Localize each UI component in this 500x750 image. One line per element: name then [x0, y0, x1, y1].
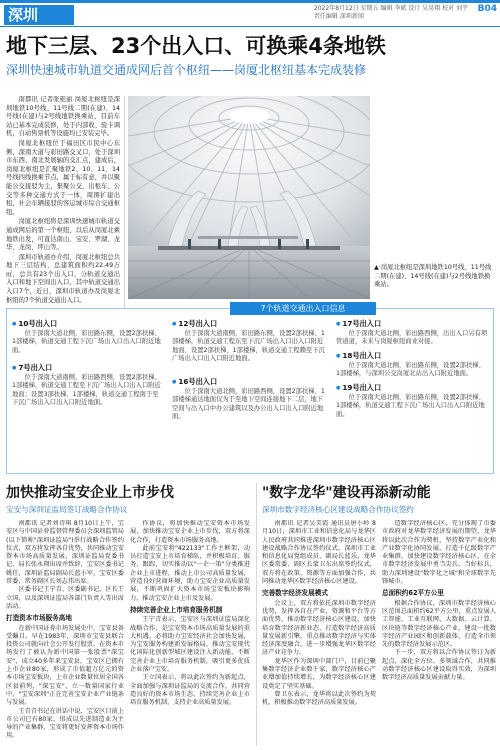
station-info-heading: 7个轨道交通出入口信息 — [230, 302, 376, 315]
station-hall-photo — [128, 96, 370, 299]
article-paragraph: 在新中国证券市场发展史中，宝安县备受瞩目。早在1983年，深圳市宝安县联合投资公司就向社会公开发行股票，在资本市场发行了被认为新中国第一张股票"深宝安"，成立40多年来宝安县，宝安区已拥有上市企业80家，形成了市值超万亿元的资本市场宝安板块，上市企业数量位居全国各区县前列，"深宝安"、立一数量国家行业中，"宝安深圳"正在完善宝安企业产业链条与发展。 — [6, 624, 124, 707]
right-article-title: "数字龙华"建设再添新动能 — [262, 485, 431, 501]
header-accent-bar — [0, 0, 500, 3]
article-paragraph: 作协议，将加快推动宝安资本市场发展，加快推动宝安企业上市步伐，双方将深化合作，打造资本市场服务高地。 — [130, 520, 250, 544]
article-subhead: 持续完善企业上市培育服务机制 — [130, 605, 223, 614]
column-divider — [256, 482, 257, 746]
station-desc: 位于深南大道北侧，彩田路东侧，设置2部扶梯、1部楼梯，轨道交通工程下沉广场出入口出入口附近地面。 — [336, 393, 485, 418]
article-paragraph: 曾卫东表示，龙华将以此次签约为契机，积极推动数字经济高质量发展。 — [262, 690, 376, 707]
left-article-col1 — [6, 520, 124, 748]
page-number: B04 — [477, 4, 497, 14]
header-meta — [314, 5, 468, 21]
station-item — [336, 320, 488, 347]
right-article-col1 — [262, 520, 376, 748]
lead-paragraph: 南都讯 记者张艳丽 岗厦北枢纽是深圳地铁10号线、11号线二期(在建)、14号线(在建)与2号线地铁换乘站，目前车站已基本完成装修，处于内部收、验卡调机，自动售票机等设施均已安装完毕。 — [6, 96, 120, 138]
article-subhead: 完善数字经济发展模式 — [262, 589, 328, 598]
article-subhead: 总面积约62平方公里 — [382, 589, 444, 598]
station-item — [336, 384, 488, 419]
article-paragraph: 南都讯 记者刘诗琪 8月10日上午，宝安区与中国证券监督管理委员会深圳监管局(以下简称"深圳证监局")举行战略合作签约仪式，双方将发挥各自优势，共同推动宝安资本市场高质量发展，深圳证监局党委书记、局长张永翔出席并致辞，宝安区委书记姚任，深圳证监局副局长蓝小军，宝安区委常委、常务副区长刘志伟出席。 — [6, 520, 124, 586]
station-item — [336, 352, 488, 379]
header-meta-line1: 2022年8月12日 星期五 编辑 李斌 设计 吴昊翔 校对 刘宇 — [313, 5, 468, 12]
left-article-subtitle: 宝安与深圳证监局签订战略合作协议 — [6, 505, 128, 514]
station-item — [12, 320, 164, 355]
article-paragraph: 根据合作协议，深圳市数字经济核心区范围总面积约62平方公里，重点发展人工智能、工业互联网、大数据、云计算、区块链等数字经济核心产业，建设一批数字经济产业园区和创新载体，打造全市领先的数字经济发展示范区。 — [382, 599, 496, 649]
right-article-col2 — [382, 520, 496, 748]
article-paragraph: 此前宝安将"422133"工作主框架，动员打造宝安上市培育梯队，并积极培育、服务、跟踪，切实推动以"一企一策"分类推进企业上市进程，推动上市公司高质量发展，营造良好营商环境，助力宝安企业高质量发展，不断巩固扩大资本市场宝安板块影响力，推动宝安企业上市及发展。 — [130, 544, 250, 602]
station-item — [172, 378, 328, 422]
station-desc: 位于深南大道北侧，彩田路西侧，出出入口另有项管道道，未来与岗厦枢纽商业对接。 — [336, 329, 488, 346]
station-item — [12, 364, 164, 408]
article-paragraph: 下一步，双方将以合作协议签订为新起点，深化全方位、多领域合作，共同推动数字经济核心区建设取得实效，为深圳数字经济高质量发展贡献力量。 — [382, 649, 496, 682]
article-paragraph: 南都讯 记者吴美霞 通讯员唐小岭 8月10日，深圳市工业和信息化局与龙华区人民政府共同推进深圳市数字经济核心区建设战略合作协议签约仪式，深圳市工业和信息化局党组成员、副局长蓝乐，龙华区委常委、副区长蒙卫东出席签约仪式，双方将在政策、资源等方面加强合作，共同推动龙华区数字经济核心区建设。 — [262, 520, 376, 586]
station-desc: 位于深南大道北侧，彩田路东侧，设置2部扶梯、1部楼梯，与深圳公交岗厦北站出入口附近地面。 — [336, 361, 485, 378]
station-name: ● 12号出入口 — [172, 320, 328, 329]
station-desc: 位于深南大道北侧，彩田路西侧，设置2部扶梯、1部楼梯通达地面仅为于至地下空间连接地下二层，地下空间与出入口中办公建筑以及办公出入口出入口附近地面。 — [172, 387, 325, 421]
article-subhead: 打造资本市场服务高地 — [6, 614, 72, 623]
photo-caption: ▲·岗厦北枢纽是深圳地铁10号线、11号线二期(在建)、14号线(在建)与2号线地铁换乘站。 — [374, 264, 492, 289]
column-divider — [124, 96, 125, 308]
header-rule — [0, 26, 500, 27]
left-article-title: 加快推动宝安企业上市步伐 — [6, 485, 174, 501]
left-article-col2 — [130, 520, 250, 748]
station-desc: 位于深南大道南侧，彩田路西侧，设置2部扶梯、1部楼梯，轨道交通工程至下沉广场出入口出入口附近地面；设置3部扶梯、1部楼梯，轨道交通工程南于至下沉广场出入口出入口附近地面。 — [12, 373, 161, 407]
page-header — [0, 0, 500, 28]
station-name: ● 7号出入口 — [12, 364, 164, 373]
article-paragraph: 王立国表示，将以此次签约为新起点，全面加强与深圳证监局的交流合作，共同营造良好的资本市场生态，持续完善企业上市培育服务机制，支持企业高质量发展。 — [130, 674, 250, 707]
article-paragraph: 王宁青表示，宝安区与深圳证监局深化战略合作，是宝安资本市场高质量发展的重大机遇，必将助力宝安经济社会加快发展，为宝安服务构建新发展格局，推动宝安现代化国际化创新型城区建设注入新动能，不断完善企业上市培育服务机制，吸引更多优质企业落户宝安。 — [130, 616, 250, 674]
lead-article — [6, 96, 120, 308]
main-headline: 地下三层、23个出入口、可换乘4条地铁 — [6, 34, 386, 58]
article-paragraph: 造数字经济核心区，充分体现了市委市政府对龙华数字经济发展的期望，龙华将以此次合作为契机，坚持数字产业化和产业数字化协同发展，打造千亿级数字产业集群，加快建设数字经济核心区，在全市数字经济发展中勇当尖兵、当好标兵，助力深圳建设"数字化之城"和全球数字先锋城市。 — [382, 520, 496, 586]
lead-paragraph: 深圳市轨道办介绍，岗厦北枢纽总共地下三层结构，总建筑面积约22.49万㎡，总共有23个出入口，分轨道交通出入口和地下空间出入口，其中轨道交通出入口7个，近日，深圳市轨道办及岗厦北枢纽的7个轨道交通出入口。 — [6, 253, 120, 304]
article-paragraph: 龙华区作为深圳中部门户，目前已聚集数字经济企业数千家，数字经济核心产业增加值持续增长，为数字经济核心区建设奠定了坚实基础。 — [262, 657, 376, 690]
station-desc: 位于深南大道南侧，彩田路东侧，设置2部扶梯、1部楼梯，轨道交通工程东至下沉广场出入口出入口附近地面，设置2部扶梯、1部楼梯，轨道交通工程赖至下沉广场出入口出入口附近地面。 — [172, 329, 325, 363]
main-subheadline: 深圳快速城市轨道交通成网后首个枢纽——岗厦北枢纽基本完成装修 — [6, 63, 367, 77]
station-name: ● 16号出入口 — [172, 378, 328, 387]
station-item — [172, 320, 328, 364]
station-name: ● 19号出入口 — [336, 384, 488, 393]
station-desc: 位于深南大道北侧，彩田路东侧，设置2部扶梯、1部楼梯，轨道交通工程下沉广场出入口出入口附近地面。 — [12, 329, 161, 354]
right-article-subtitle: 深圳市数字经济核心区建设战略合作协议签约 — [262, 505, 414, 514]
header-meta-line2: 责任编辑 深圳新闻 — [313, 13, 364, 20]
article-paragraph: 区委书记王宁青、区委副书记、区长王立国，以及深圳证监局各部门负责人等出席活动。 — [6, 586, 124, 610]
lead-paragraph: 岗厦北枢纽位于福田区市民中心东侧，深南大道与彩田路交叉口，处于深圳市东西、南北发展轴的交汇点，建成后，岗厦北枢纽是汇聚地铁2、10、11、14号线四线换乘节点，属于标有意，并以聚能公交接驳为主，集聚公交、出租车、公交等多种交通方式于一体，周围扩建出租，社会车辆接驳的客运城市综合交通枢纽。 — [6, 139, 120, 216]
lead-paragraph: 岗厦北枢纽将是深圳快速城市轨道交通成网后的第一个枢纽，以后从岗厦北乘地铁出发，可直达南山、宝安、罗湖、龙华、龙岗、坪山等。 — [6, 218, 120, 252]
station-name: ● 18号出入口 — [336, 352, 488, 361]
article-paragraph: 会议上，双方将依托深圳市数字经济优势，发挥各自在产业、资源和平台等方面优势，推动数字经济核心区建设，加快培育数字经济新业态，打造数字经济高质量发展新引擎，重点推动数字经济与实体经济深度融合，进一步增强龙华区数字经济产业竞争力。 — [262, 599, 376, 657]
station-name: ● 17号出入口 — [336, 320, 488, 329]
article-paragraph: 王青青书记在讲话中说，宝安区目前上市公司已有80家，形成以先进制造业为主导的产业集群，宝安将更好发挥资本市场作用。 — [6, 707, 124, 740]
section-tab: 深圳 — [4, 5, 74, 25]
station-name: ● 10号出入口 — [12, 320, 164, 329]
